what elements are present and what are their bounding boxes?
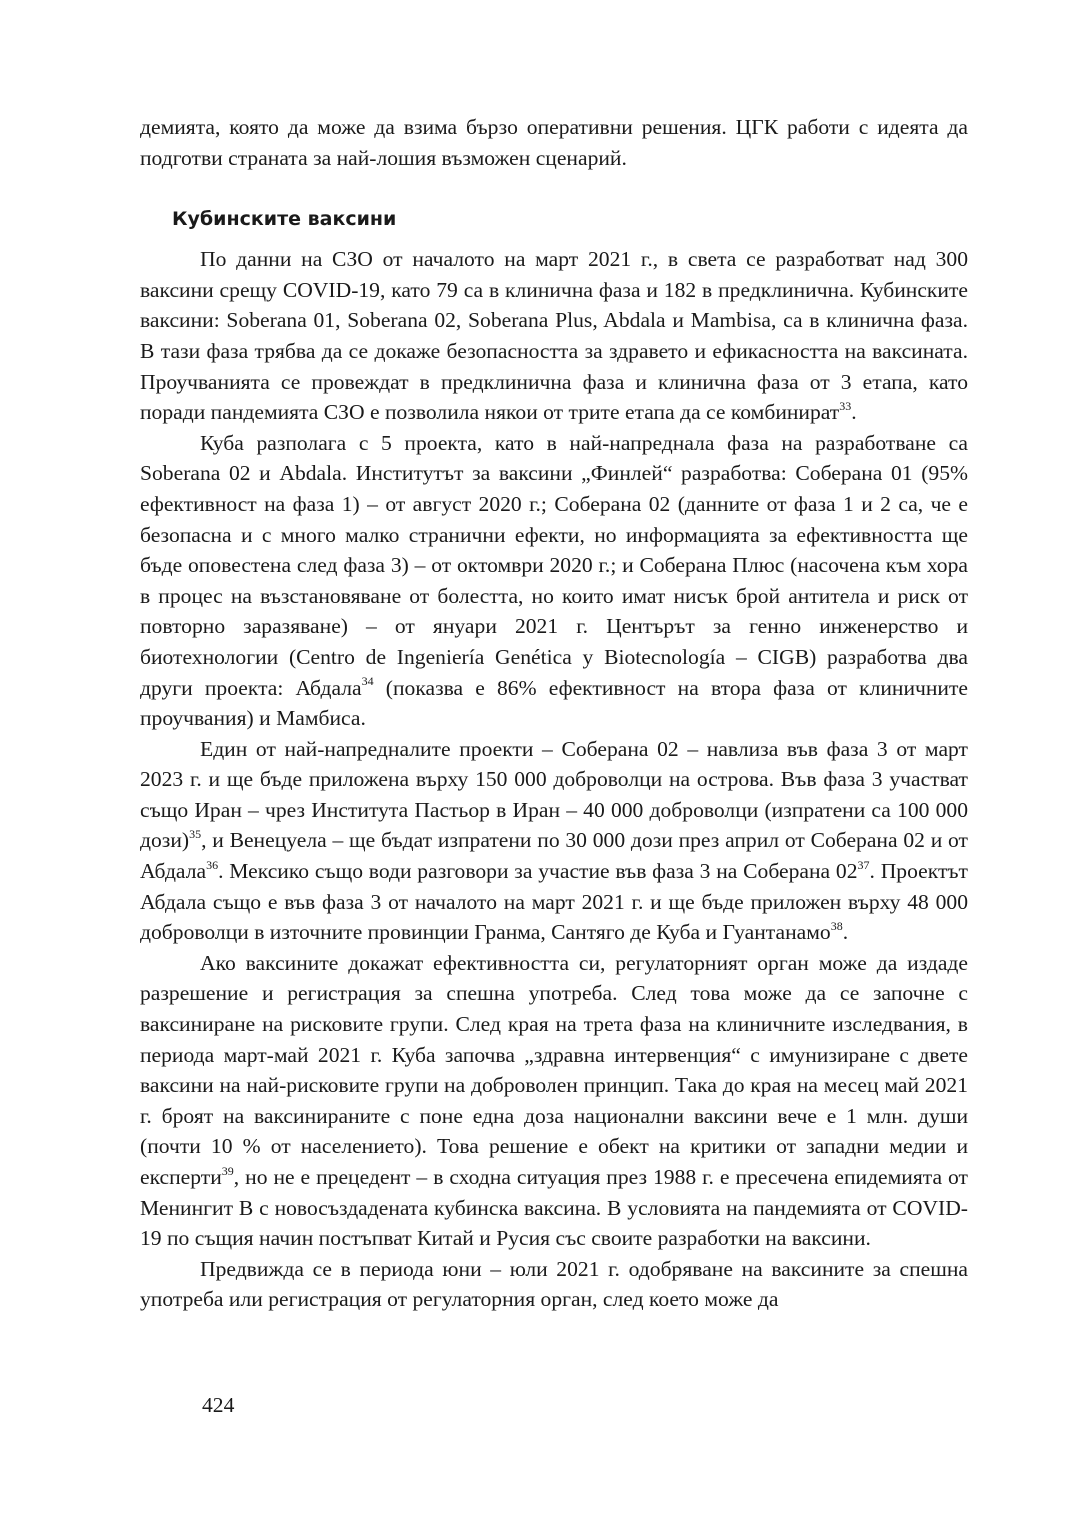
- paragraph-text: (показва е 86% ефективност на втора фаза от клиничните проучвания) и Мамбиса.: [140, 675, 969, 731]
- footnote-ref: 37: [857, 857, 870, 872]
- section-heading: Кубинските ваксини: [172, 208, 397, 231]
- paragraph-text: .: [851, 400, 857, 425]
- paragraph-text: Куба разполага с 5 проекта, като в най-напреднала фаза на разработване са Soberana 02 и Abdala. Институтът за ваксини „Финлей“ разработва: Соберана 01 (95% ефективност на фаза 1) – от август 2020 г.; Соберана 02 (данните от фаза 1 и 2 са, че е безопасна и с много малко странични ефекти, но информацията за ефективността ще бъде оповестена след фаза 3) – от октомври 2020 г.; и Соберана Плюс (насочена към хора в процес на възстановяване от болестта, но които имат нисък брой антитела и риск от повторно заразяване) – от януари 2021 г. Центърът за генно инженерство и биотехнологии (Centro de Ingeniería Genética y Biotecnología – CIGB) разработва два други проекта: Абдала: [140, 430, 968, 700]
- page-number: 424: [202, 1393, 235, 1417]
- footnote-ref: 36: [206, 857, 219, 872]
- paragraph-text: По данни на СЗО от началото на март 2021 г., в света се разработват над 300 ваксини срещу COVID-19, като 79 са в клинична фаза и 182 в предклинична. Кубинските ваксини: Soberana 01, Soberana 02, Soberana Plus, Abdala и Mambisa, са в клинична фаза. В тази фаза трябва да се докаже безопасността за здравето и ефикасността на ваксината. Проучванията се провеждат в предклинична фаза и клинична фаза от 3 етапа, като поради пандемията СЗО е позволила някои от трите етапа да се комбинират: [140, 247, 968, 425]
- paragraph-cuba-projects: [140, 428, 968, 734]
- paragraph-text: Един от най-напредналите проекти – Соберана 02 – навлиза във фаза 3 от март 2023 г. и ще бъде приложена върху 150 000 доброволци на острова. Във фаза 3 участват също Иран – чрез Института Пастьор в Иран – 40 000 доброволци (изпратени са 100 000 дози): [140, 736, 968, 853]
- footnote-ref: 35: [189, 827, 202, 842]
- paragraph-emergency-use: [140, 948, 968, 1254]
- paragraph-text: Ако ваксините докажат ефективността си, регулаторният орган може да издаде разрешение и регистрация за спешна употреба. След това може да се започне с ваксиниране на рисковите групи. След края на трета фаза на клиничните изследвания, в периода март-май 2021 г. Куба започва „здравна интервенция“ с имунизиране с двете ваксини на най-рисковите групи на доброволен принцип. Така до края на месец май 2021 г. броят на ваксинираните с поне една доза национални ваксини вече е 1 млн. души (почти 10 % от населението). Това решение е обект на критики от западни медии и експерти: [140, 950, 968, 1189]
- paragraph-text: , но не е прецедент – в сходна ситуация през 1988 г. е пресечена епидемията от Менингит В с новосъздадената кубинска ваксина. В условията на пандемията от COVID-19 по същия начин постъпват Китай и Русия със своите разработки на ваксини.: [140, 1165, 968, 1251]
- footnote-ref: 33: [839, 398, 852, 413]
- footnote-ref: 34: [361, 674, 374, 689]
- paragraph-forecast: Предвижда се в периода юни – юли 2021 г. одобряване на ваксините за спешна употреба или регистрация от регулаторния орган, след което може да: [140, 1256, 968, 1312]
- paragraph-text: .: [842, 920, 849, 945]
- paragraph-who-data: [140, 244, 968, 428]
- footnote-ref: 38: [830, 919, 843, 934]
- paragraph-text: , и Венецуела – ще бъдат изпратени по 30 000 дози през април от Соберана 02 и от Абдала: [140, 828, 968, 884]
- paragraph-text: . Мексико също води разговори за участие във фаза 3 на Соберана 02: [218, 859, 858, 884]
- footnote-ref: 39: [221, 1163, 234, 1178]
- page-body: [140, 112, 968, 1315]
- intro-paragraph: демията, която да може да взима бързо оперативни решения. ЦГК работи с идеята да подготви страната за най-лошия възможен сценарий.: [140, 115, 968, 170]
- paragraph-text: . Проектът Абдала също е във фаза 3 от началото на март 2021 г. и ще бъде приложен върху 48 000 доброволци в източните провинции Гранма, Сантяго де Куба и Гуантанамо: [140, 859, 968, 945]
- paragraph-phase-three: [140, 734, 968, 948]
